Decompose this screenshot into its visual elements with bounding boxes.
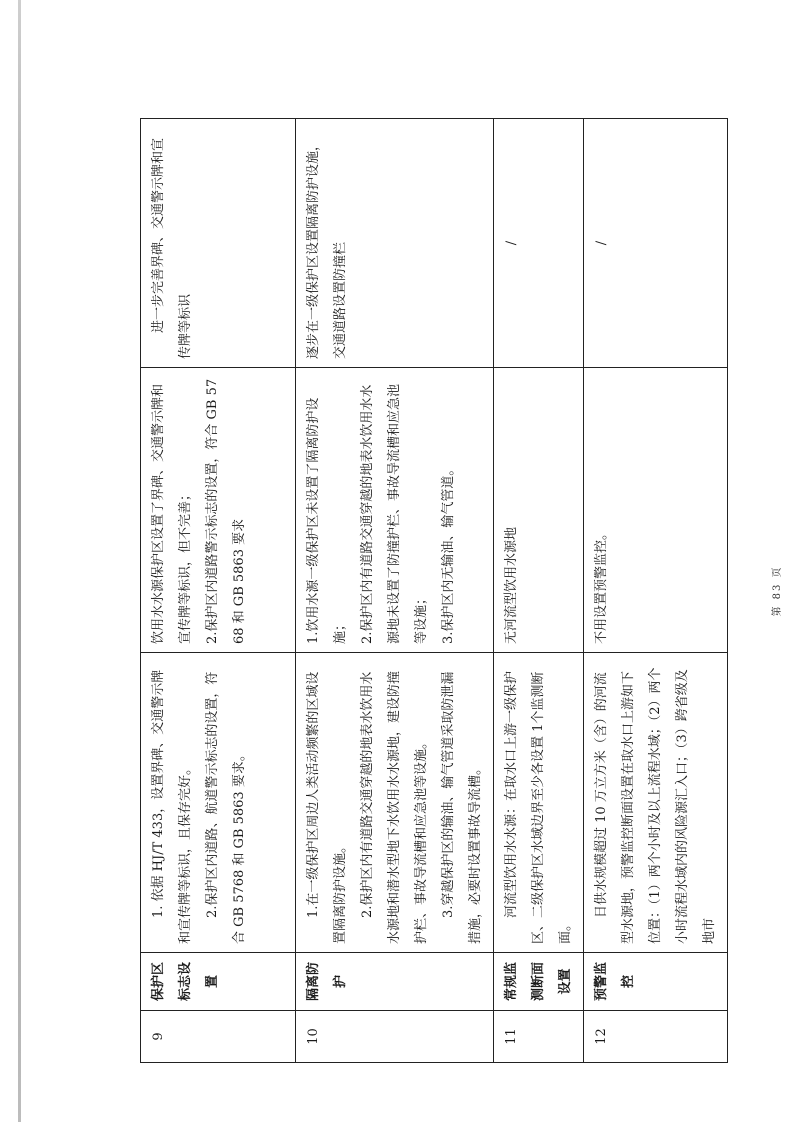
page-number: 第 83 页 [772,565,783,617]
row-requirement [494,653,584,953]
table-row [494,119,584,1063]
requirement-line: 2.保护区内有道路交通穿越的地表水饮用水水源地和潜水型地下水饮用水水源地，建设防撞护栏、事故导流槽和应急池等设施。 [360,670,429,944]
table-row [296,119,494,1063]
row-status [494,368,584,653]
status-line: 2.保护区内道路警示标志的设置，符合 GB 5768 和 GB 5863 要求 [205,378,247,644]
row-status [584,368,728,653]
rotated-page [140,119,786,1063]
row-status [141,368,296,653]
requirement-line: 日供水规模超过 10 万立方米（含）的河流型水源地，预警监控断面设置在取水口上游如下位置：（1）两个小时及以上流程水域；（2）两个小时流程水域内的风险源汇入口；（3）跨省级及地市 [594,667,717,944]
row-status [296,368,494,653]
status-line: 不用设置预警监控。 [594,526,609,644]
requirements-table [140,118,728,1063]
status-line: 3.保护区内无输油、输气管道。 [441,462,456,644]
measure-text: 逐步在一级保护区设置隔离防护设施，交通道路设置防撞栏 [306,137,348,359]
row-measure [141,119,296,368]
row-number: 12 [584,1011,728,1063]
row-measure [296,119,494,368]
row-requirement [296,653,494,953]
requirement-line: 1.在一级保护区周边人类活动频繁的区域设置隔离防护设施。 [306,671,348,944]
row-number: 11 [494,1011,584,1063]
row-number: 9 [141,1011,296,1063]
requirement-line: 1. 依据 HJ/T 433，设置界碑、交通警示牌和宣传牌等标识，且保存完好。 [151,669,193,944]
requirement-line: 河流型饮用水水源：在取水口上游一级保护区、二级保护区水域边界至少各设置 1个监测断面。 [504,670,573,944]
row-measure: / [584,119,728,368]
measure-text: 进一步完善界碑、交通警示牌和宣传牌等标识 [151,137,193,359]
status-line: 1.饮用水源一级保护区未设置了隔离防护设施； [306,397,348,644]
row-measure: / [494,119,584,368]
row-item: 保护区标志设置 [141,953,296,1011]
binding-line [18,0,21,1122]
row-item: 隔离防护 [296,953,494,1011]
row-item: 常规监测断面设置 [494,953,584,1011]
requirement-line: 3.穿越保护区的输油、输气管道采取防泄漏措施，必要时设置事故导流槽。 [441,671,483,944]
status-line: 饮用水水源保护区设置了界碑、交通警示牌和宣传牌等标识，但不完善； [151,383,193,644]
requirement-line: 2.保护区内道路、航道警示标志的设置，符合 GB 5768 和 GB 5863 要求。 [205,671,247,944]
row-number: 10 [296,1011,494,1063]
row-requirement [584,653,728,953]
table-row [141,119,296,1063]
table-row [584,119,728,1063]
row-item: 预警监控 [584,953,728,1011]
row-requirement [141,653,296,953]
status-line: 2.保护区内有道路交通穿越的地表水饮用水水源地未设置了防撞护栏、事故导流槽和应急池等设施； [360,383,429,644]
status-line: 无河流型饮用水源地 [504,526,519,644]
